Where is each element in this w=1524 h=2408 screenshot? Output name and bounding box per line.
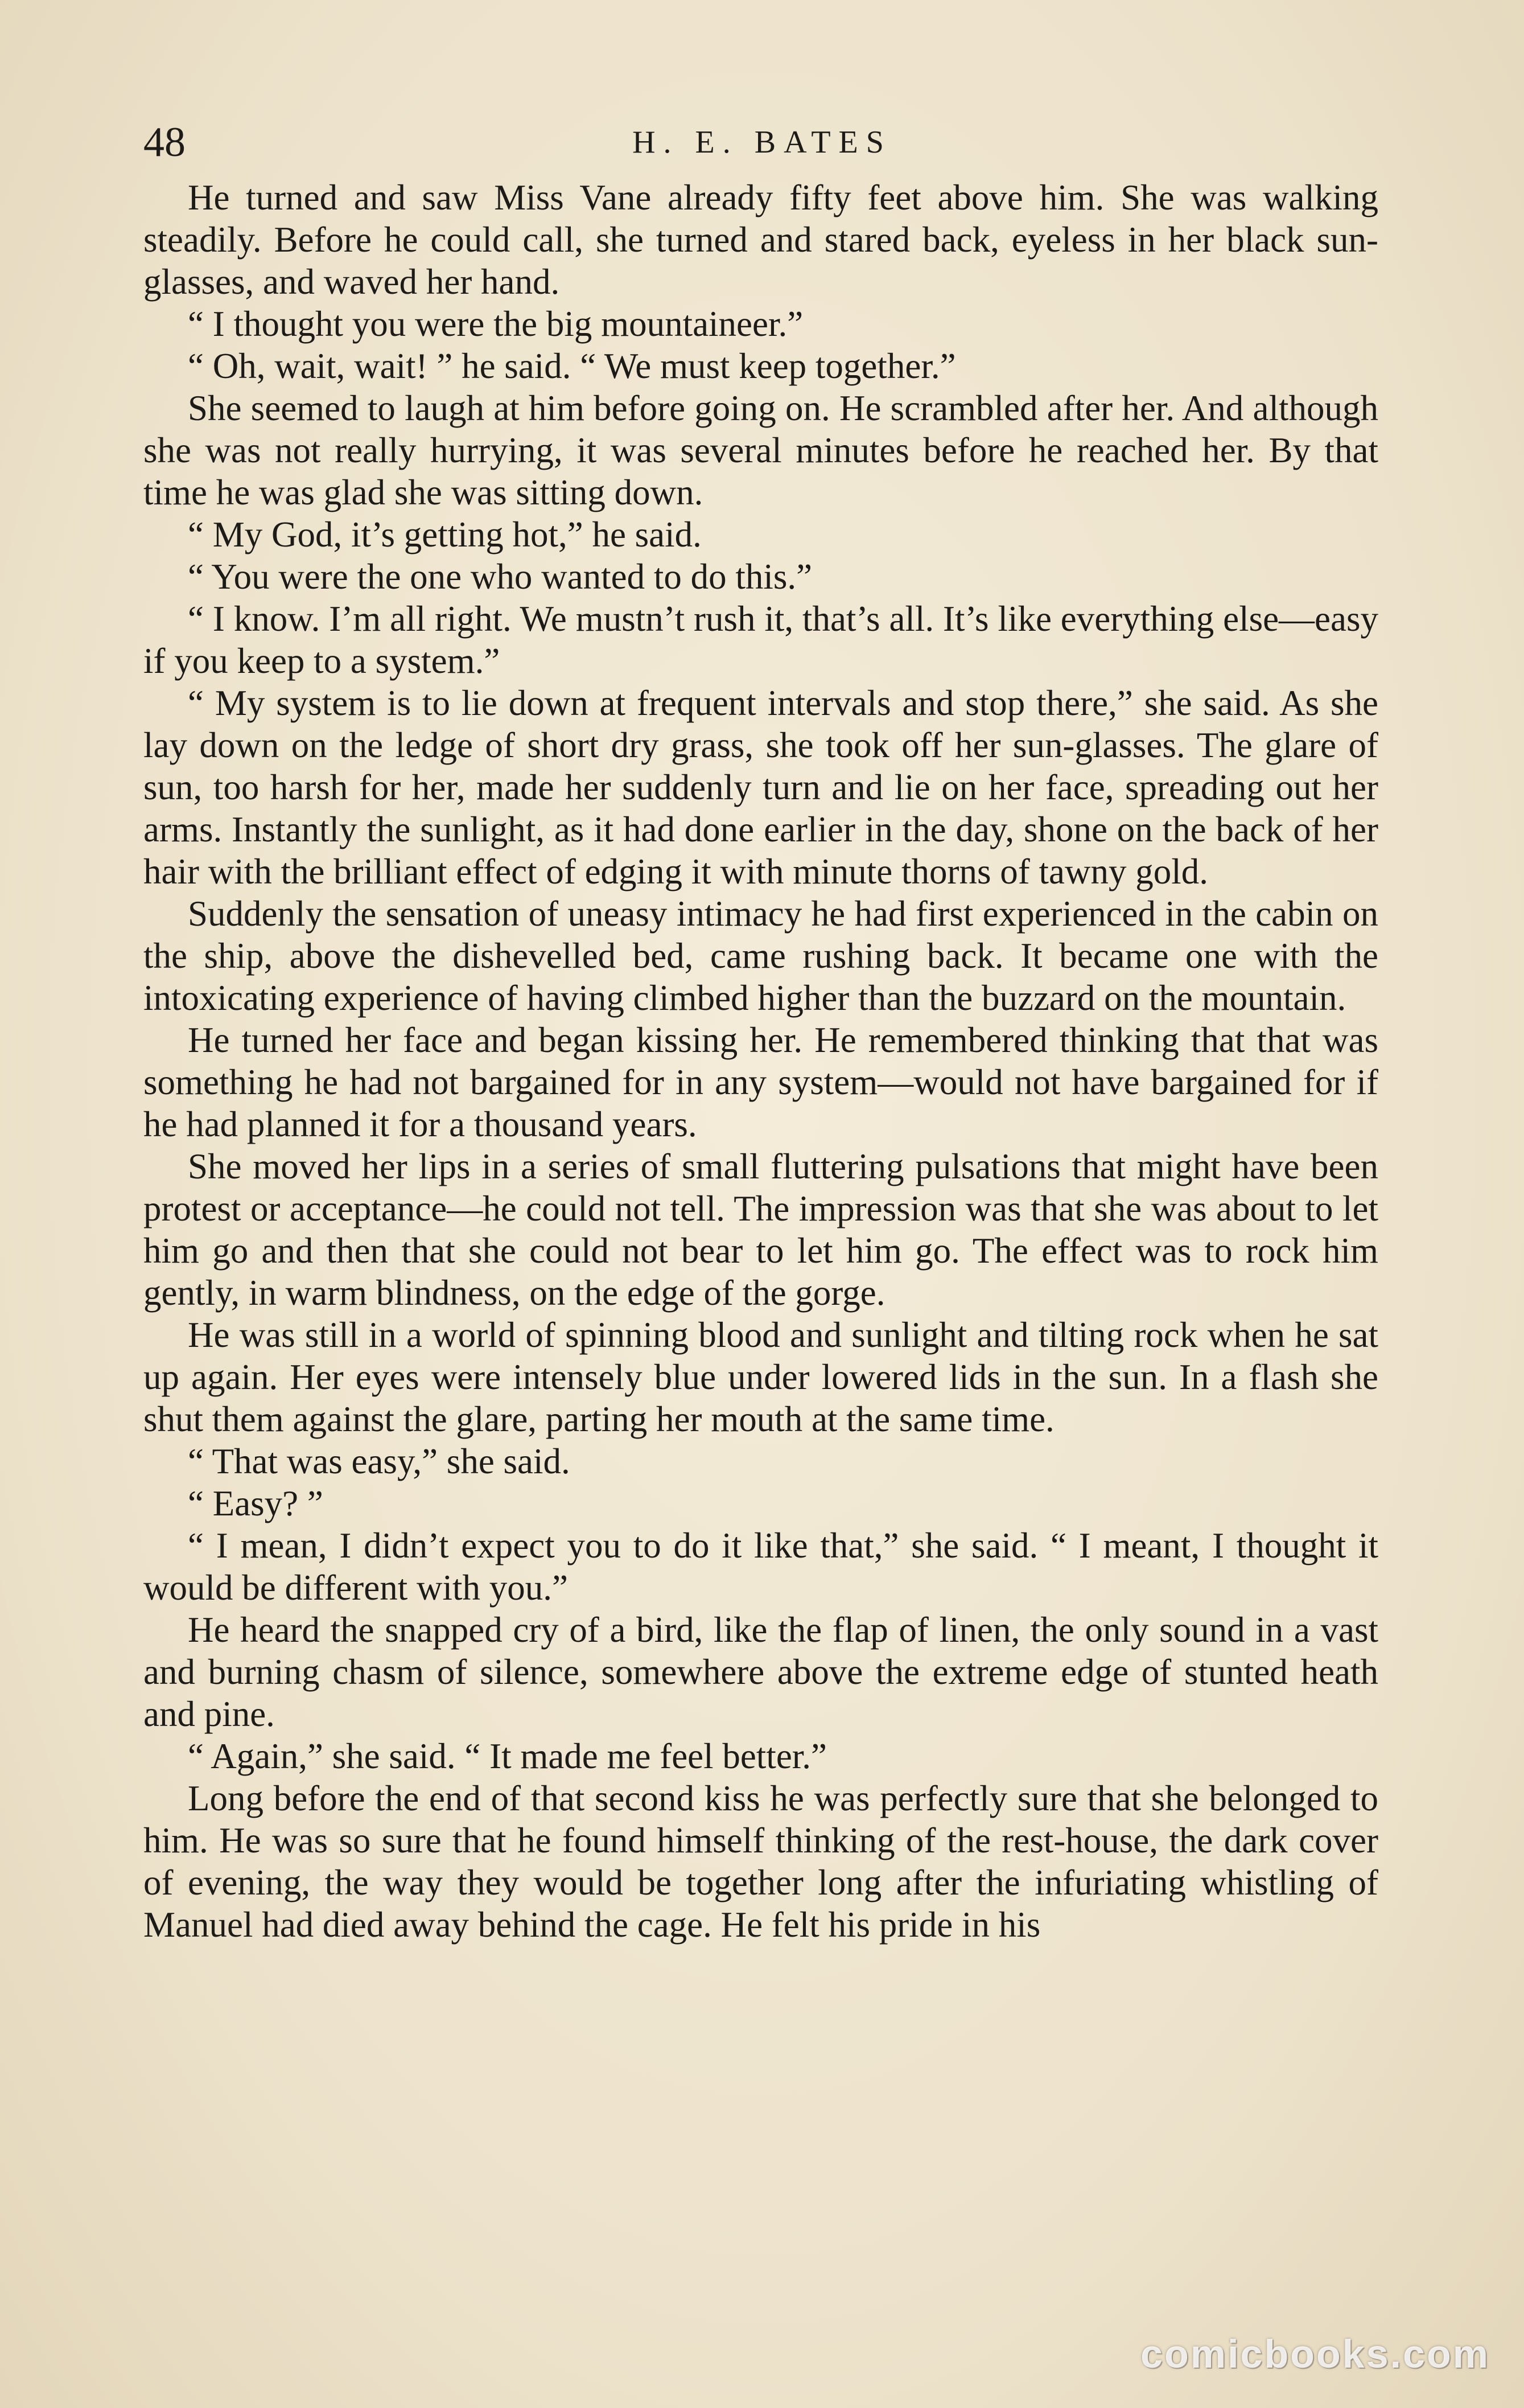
paragraph: “ That was easy,” she said. [188,1441,570,1481]
page-header [143,108,1381,176]
paragraph: “ You were the one who wanted to do this.” [188,557,813,597]
paragraph: He turned and saw Miss Vane already fifty feet above him. She was walking steadily. Before he could call, she turned and stared back, eyeless in her black sun-glasses, and waved her hand. [143,178,1378,302]
paragraph: “ I know. I’m all right. We mustn’t rush it, that’s all. It’s like everything else—easy if you keep to a system.” [143,599,1378,681]
page-number: 48 [143,119,186,166]
paragraph: “ My system is to lie down at frequent intervals and stop there,” she said. As she lay down on the ledge of short dry grass, she took off her sun-glasses. The glare of sun, too harsh for her, made her suddenly turn and lie on her face, spreading out her arms. Instantly the sunlight, as it had done earlier in the day, shone on the back of her hair with the brilliant effect of edging it with minute thorns of tawny gold. [143,683,1378,891]
paragraph: “ I mean, I didn’t expect you to do it like that,” she said. “ I meant, I thought it would be different with you.” [143,1526,1378,1608]
watermark: comicbooks.com [1140,2332,1490,2376]
paragraph: She moved her lips in a series of small fluttering pulsations that might have been protest or acceptance—he could not tell. The impression was that she was about to let him go and then that she could not bear to let him go. The effect was to rock him gently, in warm blindness, on the edge of the gorge. [143,1147,1378,1313]
paragraph: He turned her face and began kissing her. He remembered thinking that that was something he had not bargained for in any system—would not have bargained for if he had planned it for a thousand years. [143,1020,1378,1144]
paragraph: She seemed to laugh at him before going on. He scrambled after her. And although she was not really hurrying, it was several minutes before he reached her. By that time he was glad she was sitting down. [143,388,1378,512]
paragraph: Suddenly the sensation of uneasy intimacy he had first experienced in the cabin on the ship, above the dishevelled bed, came rushing back. It became one with the intoxicating experience of having climbed higher than the buzzard on the mountain. [143,894,1378,1018]
paragraph: “ Easy? ” [188,1484,323,1523]
paragraph: “ My God, it’s getting hot,” he said. [188,515,702,554]
paragraph: Long before the end of that second kiss he was perfectly sure that she belonged to him. He was so sure that he found himself thinking of the rest-house, the dark cover of evening, the way they would be together long after the infuriating whistling of Manuel had died away behind the cage. He felt his pride in his [143,1778,1378,1945]
paragraph: “ Oh, wait, wait! ” he said. “ We must keep together.” [188,346,956,386]
paragraph: He was still in a world of spinning blood and sunlight and tilting rock when he sat up again. Her eyes were intensely blue under lowered lids in the sun. In a flash she shut them against the glare, parting her mouth at the same time. [143,1315,1378,1439]
paragraph: “ I thought you were the big mountaineer.” [188,304,804,344]
paragraph: He heard the snapped cry of a bird, like the flap of linen, the only sound in a vast and burning chasm of silence, somewhere above the extreme edge of stunted heath and pine. [143,1610,1378,1734]
running-head: H. E. BATES [632,125,892,160]
paragraph: “ Again,” she said. “ It made me feel better.” [188,1736,827,1776]
body-text [143,176,1378,1946]
